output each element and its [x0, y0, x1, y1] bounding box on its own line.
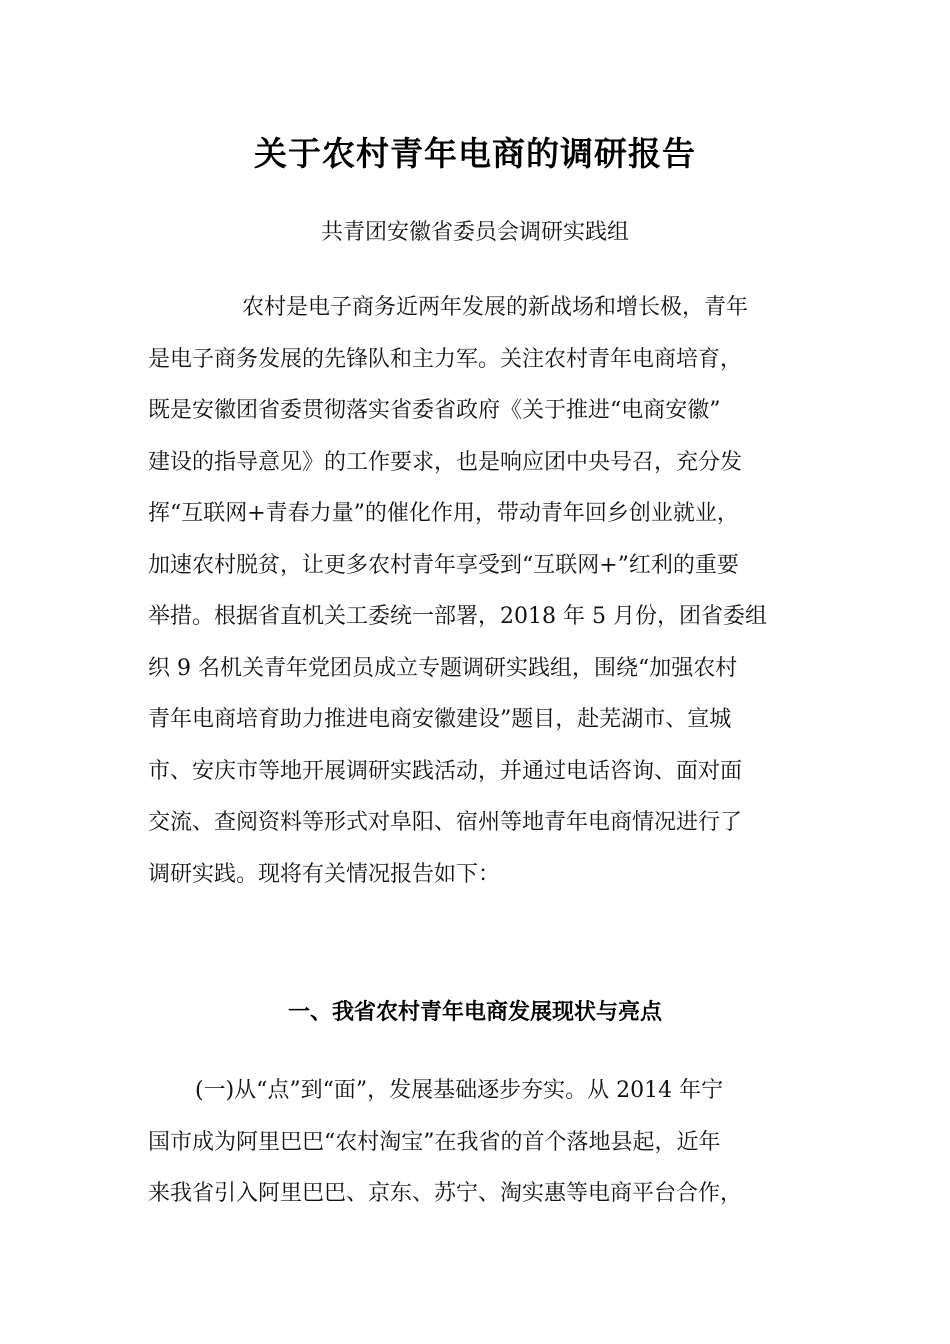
text-line: 是电子商务发展的先锋队和主力军。关注农村青年电商培育， [148, 346, 743, 372]
text-line: 交流、查阅资料等形式对阜阳、宿州等地青年电商情况进行了 [148, 810, 743, 835]
text-line: 市、安庆市等地开展调研实践活动，并通过电话咨询、面对面 [148, 758, 743, 784]
document-subtitle: 共青团安徽省委员会调研实践组 [320, 220, 629, 245]
text-line: 挥“互联网+青春力量”的催化作用，带动青年回乡创业就业， [148, 501, 739, 526]
section-paragraph [148, 1074, 808, 1229]
text-line: 既是安徽团省委贯彻落实省委省政府《关于推进“电商安徽” [148, 398, 721, 423]
text-line: 织 9 名机关青年党团员成立专题调研实践组，围绕“加强农村 [148, 655, 738, 681]
text-line: 来我省引入阿里巴巴、京东、苏宁、淘实惠等电商平台合作， [148, 1181, 743, 1206]
text-line: 加速农村脱贫，让更多农村青年享受到“互联网+”红利的重要 [148, 552, 739, 578]
text-line: 农村是电子商务近两年发展的新战场和增长极，青年 [242, 295, 749, 320]
text-line: (一)从“点”到“面”，发展基础逐步夯实。从 2014 年宁 [195, 1078, 724, 1103]
text-line: 调研实践。现将有关情况报告如下： [148, 861, 501, 887]
document-title: 关于农村青年电商的调研报告 [254, 134, 696, 173]
text-line: 青年电商培育助力推进电商安徽建设”题目，赴芜湖市、宣城 [148, 707, 732, 732]
text-line: 国市成为阿里巴巴“农村淘宝”在我省的首个落地县起，近年 [148, 1129, 721, 1155]
text-line: 举措。根据省直机关工委统一部署，2018 年 5 月份，团省委组 [148, 604, 767, 629]
section-heading: 一、我省农村青年电商发展现状与亮点 [287, 1000, 662, 1025]
intro-paragraph [148, 291, 808, 909]
text-line: 建设的指导意见》的工作要求，也是响应团中央号召，充分发 [148, 449, 743, 475]
